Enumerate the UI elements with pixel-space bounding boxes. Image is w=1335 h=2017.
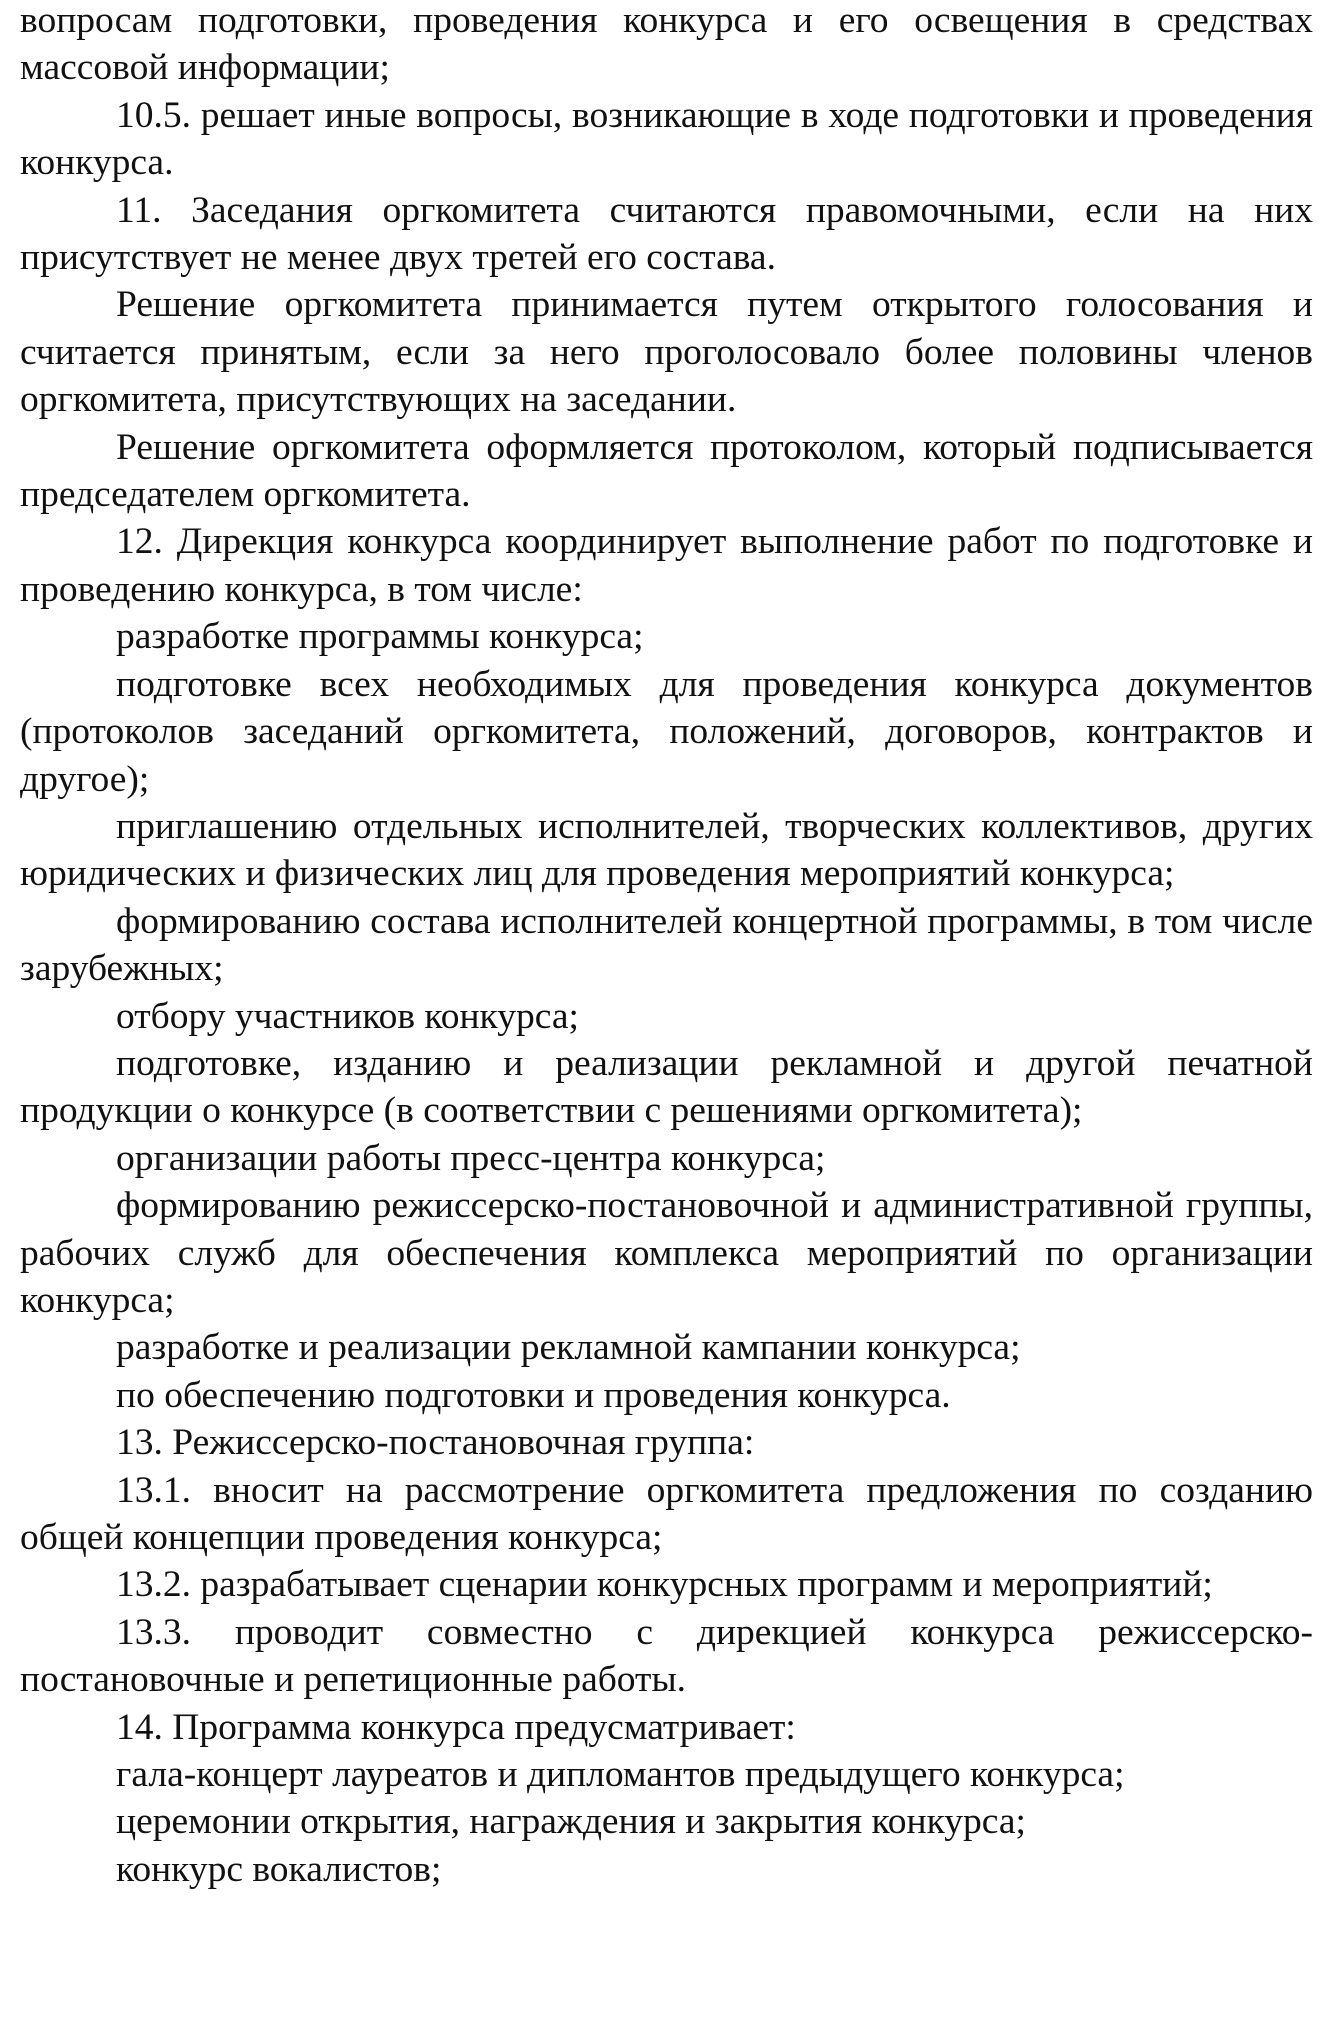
list-item: отбору участников конкурса; bbox=[116, 995, 579, 1037]
list-item: церемонии открытия, награждения и закрытия конкурса; bbox=[116, 1801, 1026, 1843]
paragraph-10-5: 10.5. решает иные вопросы, возникающие в ходе подготовки и проведения конкурса. bbox=[20, 94, 1313, 184]
document-text bbox=[20, 0, 1313, 1893]
paragraph-decision-vote: Решение оргкомитета принимается путем открытого голосования и считается принятым, если за него проголосовало более половины членов оргкомитета, присутствующих на заседании. bbox=[20, 284, 1313, 421]
list-item: формированию режиссерско-постановочной и административной группы, рабочих служб для обеспечения комплекса мероприятий по организации конкурса; bbox=[20, 1185, 1313, 1321]
list-item: подготовке, изданию и реализации рекламной и другой печатной продукции о конкурсе (в соответствии с решениями оргкомитета); bbox=[20, 1042, 1313, 1132]
list-item: организации работы пресс-центра конкурса; bbox=[116, 1137, 826, 1179]
list-item: конкурс вокалистов; bbox=[116, 1848, 442, 1890]
paragraph-13-2: 13.2. разрабатывает сценарии конкурсных программ и мероприятий; bbox=[116, 1564, 1213, 1606]
paragraph-13-1: 13.1. вносит на рассмотрение оргкомитета предложения по созданию общей концепции проведения конкурса; bbox=[20, 1469, 1313, 1558]
paragraph-11: 11. Заседания оргкомитета считаются правомочными, если на них присутствует не менее двух третей его состава. bbox=[20, 189, 1313, 279]
list-item: формированию состава исполнителей концертной программы, в том числе зарубежных; bbox=[20, 900, 1313, 990]
paragraph-13-3: 13.3. проводит совместно с дирекцией конкурса режиссерско-постановочные и репетиционные работы. bbox=[20, 1611, 1313, 1701]
list-item: подготовке всех необходимых для проведения конкурса документов (протоколов заседаний оргкомитета, положений, договоров, контрактов и другое); bbox=[20, 663, 1313, 800]
list-item: разработке программы конкурса; bbox=[116, 616, 644, 658]
paragraph-14: 14. Программа конкурса предусматривает: bbox=[116, 1706, 796, 1748]
paragraph-continuation: вопросам подготовки, проведения конкурса и его освещения в средствах массовой информации; bbox=[20, 0, 1313, 89]
list-item: по обеспечению подготовки и проведения конкурса. bbox=[116, 1374, 951, 1416]
paragraph-13: 13. Режиссерско-постановочная группа: bbox=[116, 1422, 755, 1464]
list-item: приглашению отдельных исполнителей, творческих коллективов, других юридических и физических лиц для проведения мероприятий конкурса; bbox=[20, 805, 1313, 895]
list-item: разработке и реализации рекламной кампании конкурса; bbox=[116, 1327, 1021, 1369]
paragraph-12: 12. Дирекция конкурса координирует выполнение работ по подготовке и проведению конкурса, в том числе: bbox=[20, 521, 1313, 610]
paragraph-decision-protocol: Решение оргкомитета оформляется протоколом, который подписывается председателем оргкомитета. bbox=[20, 426, 1313, 516]
list-item: гала-концерт лауреатов и дипломантов предыдущего конкурса; bbox=[116, 1754, 1125, 1796]
